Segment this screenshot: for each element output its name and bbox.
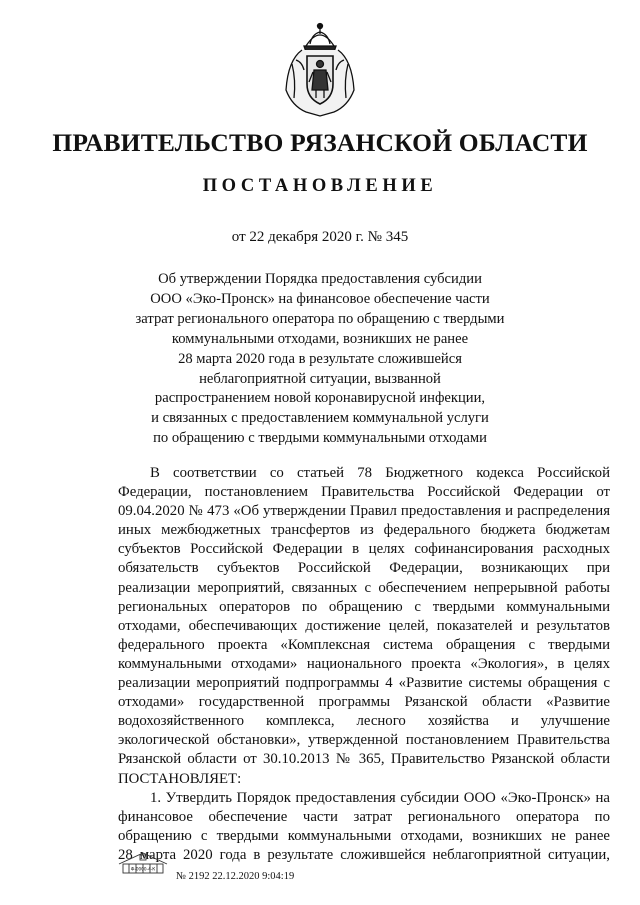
document-type: ПОСТАНОВЛЕНИЕ (202, 176, 438, 196)
subject-line: неблагоприятной ситуации, вызванной (199, 370, 441, 387)
body-line: ПОСТАНОВЛЯЕТ: (118, 770, 242, 787)
body-line: региональных операторов по обращению с твердыми коммунальными (118, 598, 610, 615)
subject-line: ООО «Эко-Пронск» на финансовое обеспечение части (150, 290, 490, 307)
body-line: финансовое обеспечение части затрат регионального оператора по (118, 808, 610, 825)
body-line: реализации мероприятий, связанных с обеспечением непрерывной работы (118, 579, 610, 596)
body-line: 09.04.2020 № 473 «Об утверждении Правил предоставления и распределения (118, 503, 610, 520)
subject-line: Об утверждении Порядка предоставления субсидии (158, 271, 482, 287)
body-line: водохозяйственного комплекса, лесного хозяйства и улучшение (118, 713, 610, 730)
body-line: реализации мероприятий подпрограммы 4 «Развитие системы обращения с (118, 675, 610, 692)
subject-line: затрат регионального оператора по обращению с твердыми (135, 310, 505, 327)
document-date: от 22 декабря 2020 г. № 345 (231, 229, 409, 245)
subject-line: распространением новой коронавирусной инфекции, (154, 390, 486, 407)
government-title: ПРАВИТЕЛЬСТВО РЯЗАНСКОЙ ОБЛАСТИ (52, 128, 588, 157)
body-line: обращению с твердыми коммунальными отходами, возникших не ранее (118, 827, 610, 844)
stamp-label: Ф-0000-4-К (130, 866, 156, 872)
body-line: иных межбюджетных трансфертов из федерального бюджета бюджетам (118, 522, 610, 539)
document-body (118, 464, 610, 865)
registration-number: № 2192 22.12.2020 9:04:19 (176, 871, 295, 882)
body-line: В соответствии со статьей 78 Бюджетного кодекса Российской (150, 465, 610, 481)
body-line: отходами, обеспечивающих достижение целей, показателей и результатов (118, 617, 610, 634)
coat-of-arms-icon (282, 20, 358, 120)
subject-line: по обращению с твердыми коммунальными отходами (153, 430, 487, 447)
subject-line: и связанных с предоставлением коммунальной услуги (151, 410, 489, 427)
body-line: экологической обстановки», утвержденной постановлением Правительства (118, 732, 610, 749)
document-subject (110, 270, 530, 449)
building-stamp-icon (117, 850, 169, 874)
body-line: отходами» государственной программы Рязанской области «Развитие (118, 694, 610, 711)
body-line: 1. Утвердить Порядок предоставления субсидии ООО «Эко-Пронск» на (150, 789, 610, 806)
subject-line: 28 марта 2020 года в результате сложившейся (178, 350, 462, 367)
body-line: федерального проекта «Комплексная система обращения с твердыми (118, 636, 610, 653)
body-line: коммунальными отходами» национального проекта «Экология», в целях (118, 655, 610, 672)
body-line: 28 марта 2020 года в результате сложившейся неблагоприятной ситуации, (118, 846, 610, 863)
body-line: субъектов Российской Федерации в целях софинансирования расходных (118, 541, 610, 558)
subject-line: коммунальными отходами, возникших не ранее (171, 330, 469, 347)
body-line: обязательств субъектов Российской Федерации, возникающих при (118, 560, 610, 577)
body-line: Рязанской области от 30.10.2013 № 365, Правительство Рязанской области (118, 751, 610, 768)
body-line: Федерации, постановлением Правительства Российской Федерации от (118, 484, 610, 501)
